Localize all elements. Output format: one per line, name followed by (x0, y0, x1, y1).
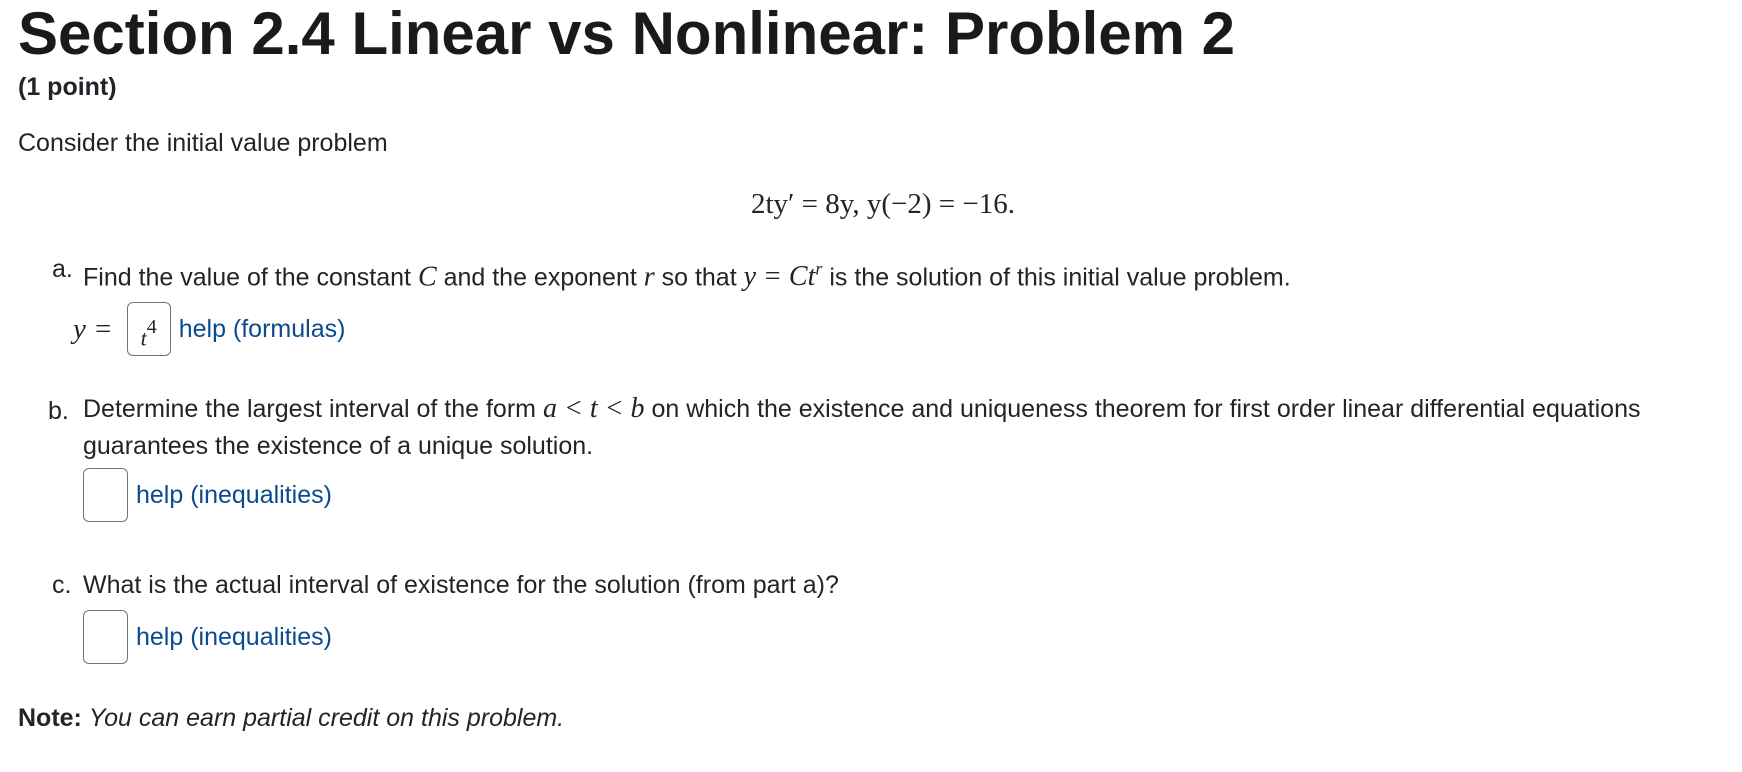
points-label: (1 point) (18, 73, 117, 101)
note-label: Note: (18, 704, 82, 733)
parts-list (18, 248, 1728, 664)
part-b-text-1: Determine the largest interval of the form (83, 395, 543, 424)
part-a-answer-row (73, 302, 1728, 356)
part-a-var-c: C (417, 261, 437, 293)
note (18, 704, 1728, 733)
part-c (18, 564, 1728, 664)
part-b-formula: a < t < b (542, 393, 645, 425)
part-a-text-3: so that (654, 263, 744, 292)
display-equation: 2ty′ = 8y, y(−2) = −16. (750, 188, 1015, 220)
part-a-text-4: is the solution of this initial value problem. (822, 263, 1291, 292)
intro-text: Consider the initial value problem (18, 129, 388, 157)
part-a-formula: $y = Ct^r$ (743, 259, 823, 293)
part-b (18, 390, 1728, 522)
page-title: Section 2.4 Linear vs Nonlinear: Problem 2 (18, 0, 1236, 67)
part-c-marker: c. (52, 571, 72, 600)
part-c-help-link[interactable]: help (inequalities) (136, 623, 332, 652)
part-b-marker: b. (48, 397, 69, 426)
part-b-text-2: on which the existence and uniqueness theorem for first order linear differential equations guarantees the existence of a unique solution. (83, 395, 1641, 461)
part-c-answer-row (83, 610, 1728, 664)
part-a-answer-label: y = (73, 313, 113, 346)
part-a-answer-input[interactable] (127, 302, 171, 356)
part-a-answer-exp: 4 (146, 315, 157, 338)
part-a-var-r: r (643, 261, 655, 293)
part-a-text-1: Find the value of the constant (83, 263, 418, 292)
part-a-text-2: and the exponent (436, 263, 644, 292)
part-b-help-link[interactable]: help (inequalities) (136, 481, 332, 510)
part-b-answer-row (83, 468, 1728, 522)
problem-page (18, 0, 1728, 733)
note-text: You can earn partial credit on this problem. (88, 704, 565, 733)
part-c-answer-input[interactable] (83, 610, 128, 664)
part-a (18, 248, 1728, 356)
part-a-help-link[interactable]: help (formulas) (178, 315, 346, 344)
part-a-answer-base: t (140, 324, 147, 350)
part-c-text: What is the actual interval of existence for the solution (from part a)? (83, 571, 839, 600)
part-a-marker: a. (52, 255, 73, 283)
part-b-answer-input[interactable] (83, 468, 128, 522)
